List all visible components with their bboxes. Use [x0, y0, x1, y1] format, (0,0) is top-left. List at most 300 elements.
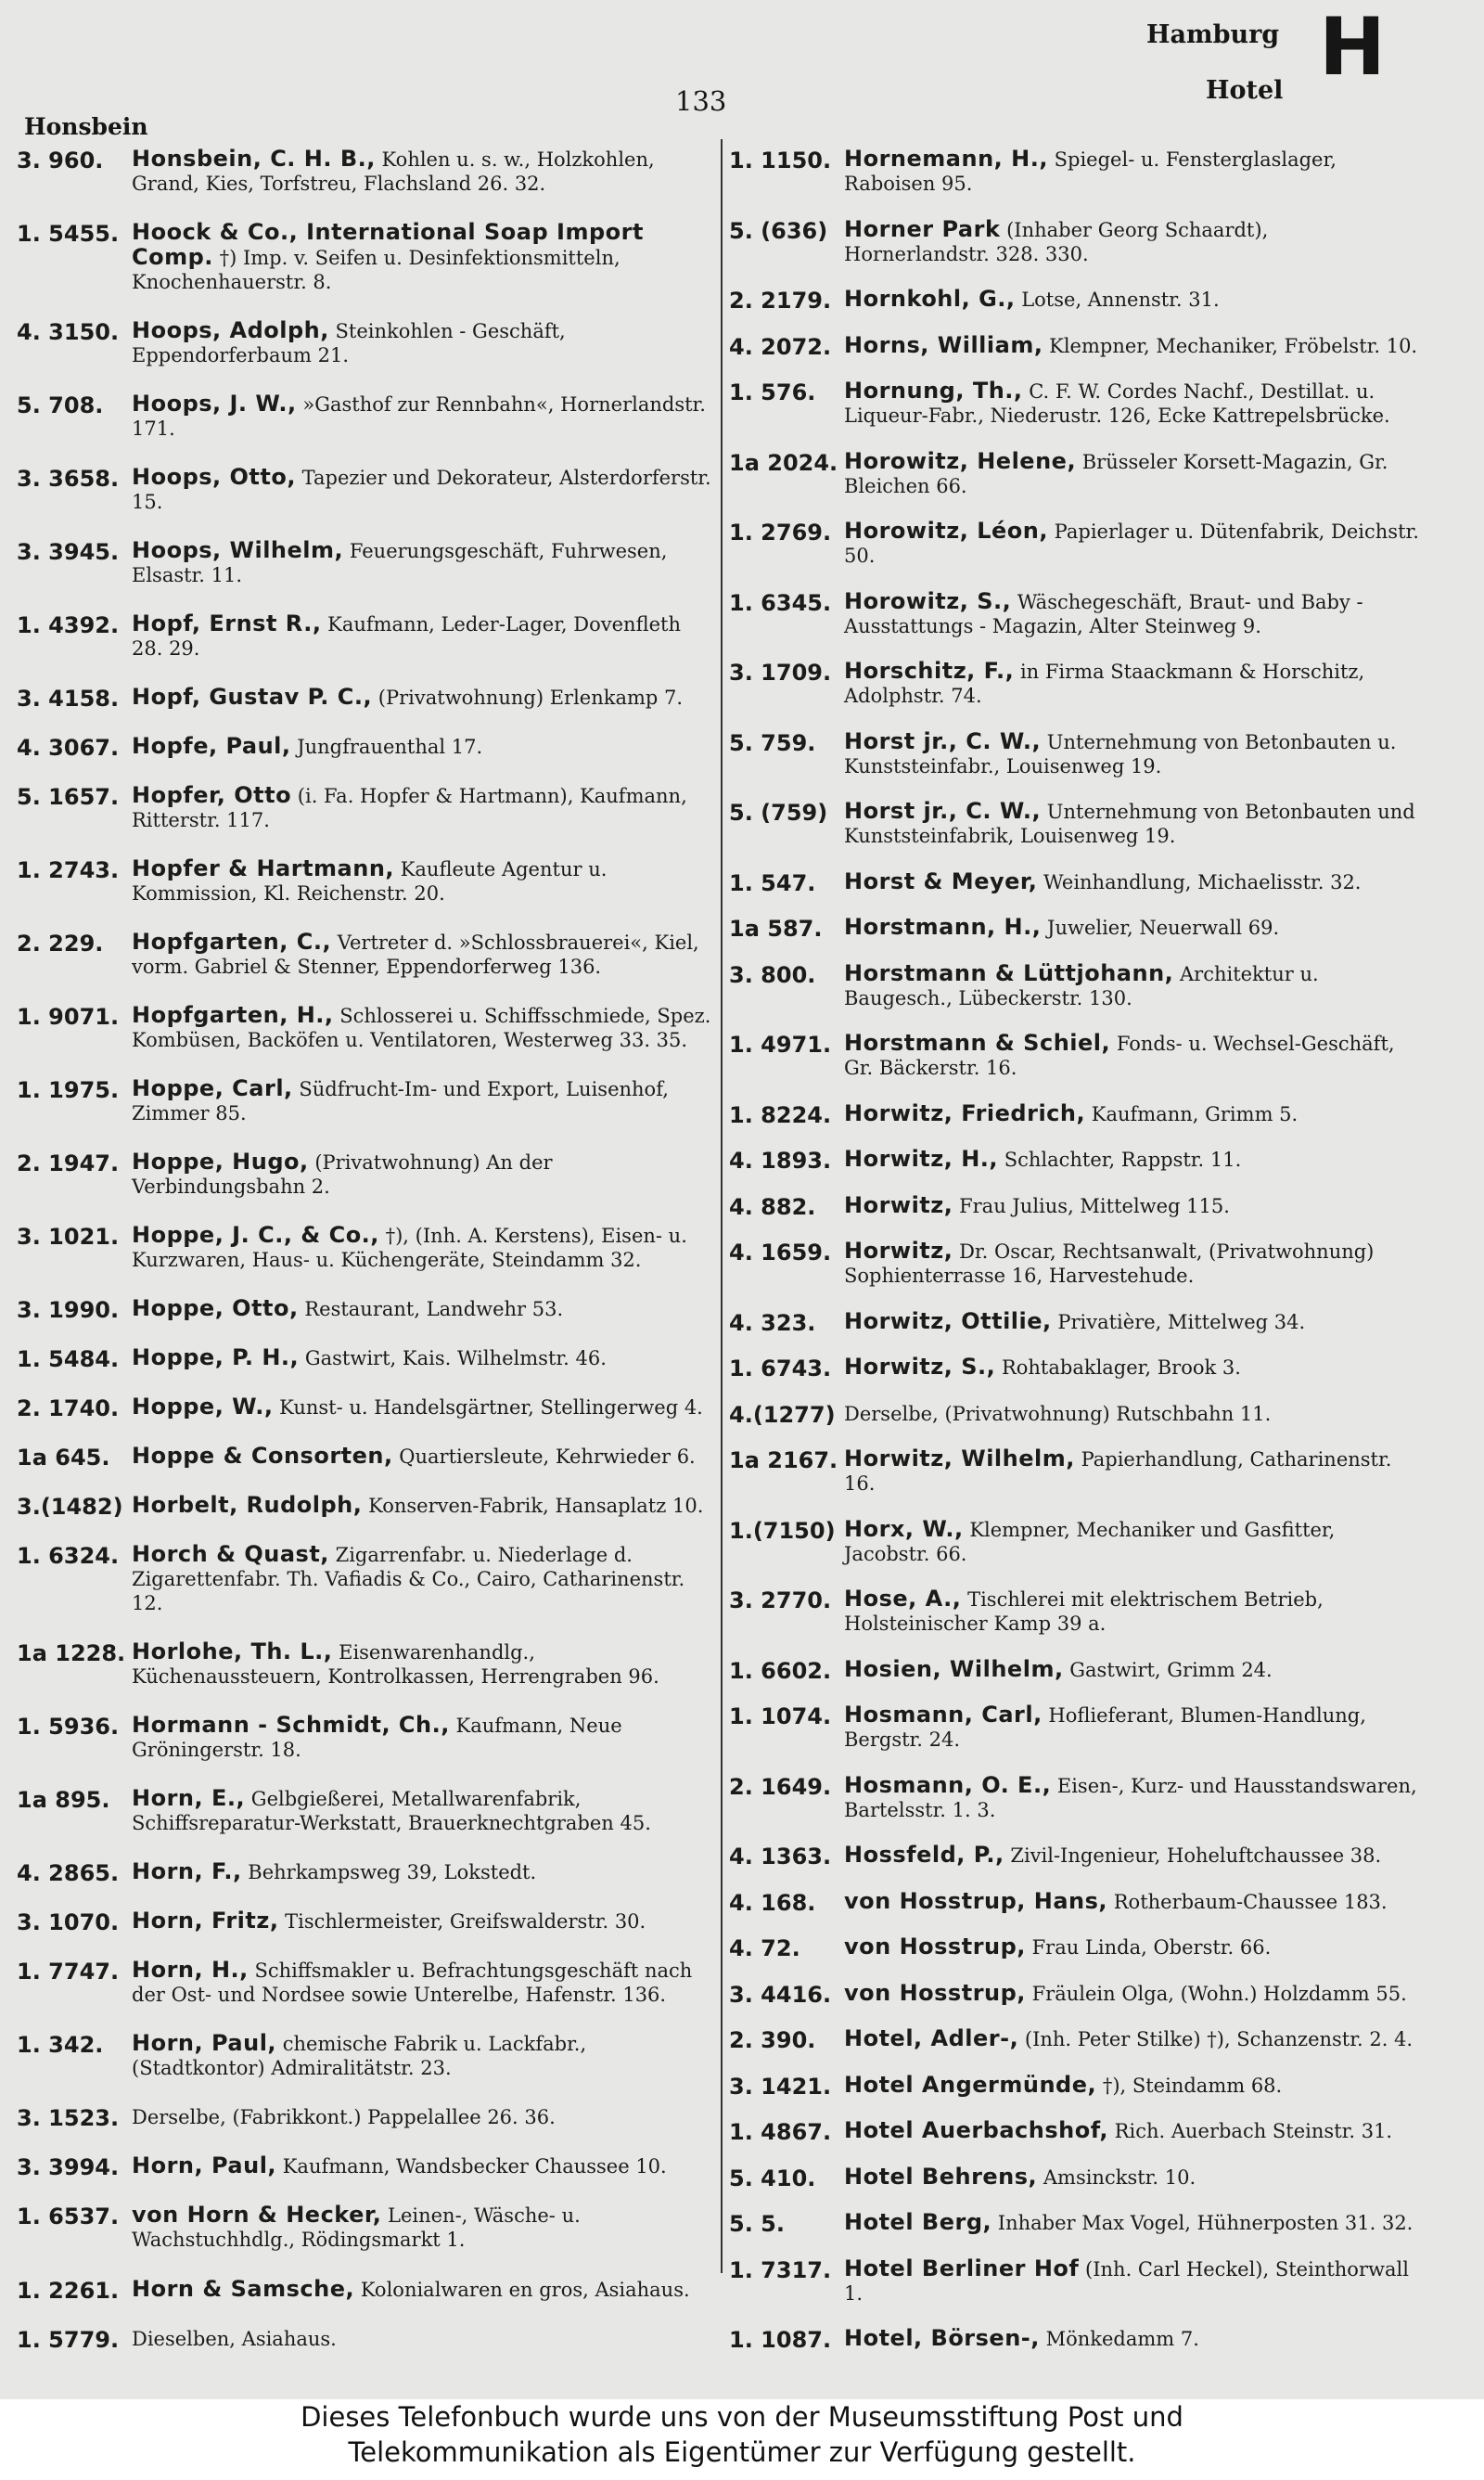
- directory-entry: [725, 1147, 1419, 1172]
- subscriber-name: Horch & Quast,: [132, 1541, 329, 1568]
- directory-entry: [725, 2118, 1419, 2143]
- subscriber-name: Hoppe, W.,: [132, 1394, 274, 1420]
- entry-details: Wäschegeschäft, Braut- und Baby - Ausstattungs - Magazin, Alter Steinweg 9.: [844, 590, 1363, 637]
- subscriber-name: Horner Park: [844, 215, 1001, 242]
- directory-entry: [725, 2026, 1419, 2051]
- phone-number: 4. 2865.: [17, 1860, 120, 1887]
- subscriber-name: Hotel Berg,: [844, 2209, 992, 2235]
- phone-number: 5. (636): [729, 217, 828, 244]
- entry-details: Architektur u. Baugesch., Lübeckerstr. 130.: [844, 962, 1319, 1009]
- subscriber-name: Horn & Samsche,: [132, 2275, 355, 2302]
- subscriber-name: Hotel Berliner Hof: [844, 2255, 1080, 2281]
- directory-entry: [13, 856, 716, 906]
- entry-details: Gastwirt, Grimm 24.: [1069, 1658, 1273, 1681]
- subscriber-name: Horwitz, Ottilie,: [844, 1307, 1052, 1334]
- footer-notice: [0, 2399, 1484, 2480]
- directory-entry: [13, 1444, 716, 1469]
- directory-entry: [13, 1858, 716, 1887]
- directory-entry: [725, 1657, 1419, 1682]
- phone-number: 3. 1523.: [17, 2105, 120, 2132]
- right-column: [725, 147, 1419, 2351]
- phone-number: 2. 2179.: [729, 288, 832, 314]
- entry-details: †) Imp. v. Seifen u. Desinfektionsmitteln, Knochenhauerstr. 8.: [132, 247, 620, 294]
- phone-number: 3. 960.: [17, 148, 104, 173]
- entry-details: Kaufmann, Grimm 5.: [1091, 1102, 1298, 1125]
- directory-entry: [13, 1542, 716, 1615]
- entry-details: Derselbe, (Privatwohnung) Rutschbahn 11.: [844, 1402, 1272, 1425]
- subscriber-name: Horowitz, Léon,: [844, 518, 1048, 544]
- entry-details: Kolonialwaren en gros, Asiahaus.: [360, 2278, 690, 2301]
- subscriber-name: Honsbein, C. H. B.,: [132, 146, 376, 172]
- subscriber-name: Hopf, Ernst R.,: [132, 610, 322, 637]
- directory-entry: [725, 729, 1419, 778]
- phone-number: 5. 759.: [729, 729, 816, 756]
- entry-details: (Inh. Carl Heckel), Steinthorwall 1.: [844, 2257, 1409, 2305]
- subscriber-name: Horwitz,: [844, 1238, 953, 1264]
- phone-number: 4. 1893.: [729, 1148, 832, 1174]
- subscriber-name: Horst jr., C. W.,: [844, 727, 1042, 754]
- entry-details: (Privatwohnung) Erlenkamp 7.: [377, 687, 684, 710]
- directory-entry: [725, 2073, 1419, 2098]
- phone-number: 1a 2167.: [729, 1447, 838, 1473]
- directory-entry: [13, 1394, 716, 1420]
- directory-entry: [725, 2165, 1419, 2190]
- phone-number: 1a 587.: [729, 916, 823, 942]
- subscriber-name: Hoops, Otto,: [132, 464, 296, 491]
- subscriber-name: Horstmann, H.,: [844, 914, 1042, 940]
- subscriber-name: Hotel, Adler-,: [844, 2025, 1019, 2051]
- phone-number: 1. 8224.: [729, 1101, 832, 1128]
- directory-entry: [13, 2152, 716, 2181]
- entry-details: Schiffsmakler u. Befrachtungsgeschäft nach der Ost- und Nordsee sowie Unterelbe, Hafenstr. 136.: [132, 1960, 693, 2007]
- directory-entry: [725, 333, 1419, 358]
- phone-number: 4.(1277): [729, 1401, 836, 1428]
- phone-number: 1. 5936.: [17, 1714, 120, 1741]
- phone-number: 1. 5455.: [17, 221, 120, 248]
- phone-number: 1. 7747.: [17, 1959, 120, 1985]
- subscriber-name: Horstmann & Schiel,: [844, 1030, 1111, 1056]
- header-category: Hotel: [1206, 76, 1284, 105]
- directory-entry: [725, 1703, 1419, 1752]
- directory-entry: [13, 2326, 716, 2351]
- entry-details: Gastwirt, Kais. Wilhelmstr. 46.: [304, 1347, 607, 1370]
- entry-details: C. F. W. Cordes Nachf., Destillat. u. Liqueur-Fabr., Niederustr. 126, Ecke Kattrepelsbrücke.: [844, 380, 1390, 427]
- running-head: Honsbein: [24, 113, 148, 140]
- directory-entry: [725, 1773, 1419, 1822]
- phone-number: 1a 895.: [17, 1787, 110, 1814]
- entry-details: Spiegel- u. Fensterglaslager, Raboisen 95.: [844, 148, 1337, 195]
- subscriber-name: Hosmann, O. E.,: [844, 1771, 1052, 1798]
- directory-entry: [725, 1981, 1419, 2006]
- directory-entry: [725, 519, 1419, 568]
- subscriber-name: Horn, E.,: [132, 1785, 246, 1812]
- entry-details: †), Steindamm 68.: [1102, 2074, 1283, 2097]
- entry-details: Schlachter, Rappstr. 11.: [1004, 1149, 1242, 1171]
- subscriber-name: von Hosstrup,: [844, 1934, 1026, 1960]
- phone-number: 1. 5484.: [17, 1346, 120, 1373]
- subscriber-name: Horowitz, Helene,: [844, 447, 1077, 474]
- entry-details: (Privatwohnung) An der Verbindungsbahn 2.: [132, 1151, 553, 1199]
- subscriber-name: Horn, H.,: [132, 1957, 249, 1984]
- phone-number: 2. 1649.: [729, 1773, 832, 1800]
- directory-entry: [13, 1223, 716, 1272]
- subscriber-name: Hopf, Gustav P. C.,: [132, 684, 373, 711]
- directory-entry: [725, 1239, 1419, 1288]
- directory-entry: [13, 930, 716, 979]
- directory-entry: [13, 220, 716, 294]
- directory-entry: [13, 1003, 716, 1052]
- entry-details: Amsinckstr. 10.: [1043, 2165, 1196, 2189]
- phone-number: 1. 6743.: [729, 1356, 832, 1381]
- subscriber-name: Hopfer & Hartmann,: [132, 855, 395, 882]
- phone-number: 3. 1021.: [17, 1224, 120, 1251]
- page-number: 133: [675, 85, 727, 117]
- entry-details: Zigarrenfabr. u. Niederlage d. Zigarettenfabr. Th. Vafiadis & Co., Cairo, Catharinenstr. 12.: [132, 1544, 685, 1615]
- subscriber-name: Hossfeld, P.,: [844, 1842, 1004, 1868]
- entry-details: Klempner, Mechaniker, Fröbelstr. 10.: [1049, 334, 1418, 357]
- directory-entry: [13, 465, 716, 514]
- phone-number: 2. 1740.: [17, 1395, 120, 1422]
- phone-number: 3.(1482): [17, 1494, 123, 1521]
- entry-details: Privatière, Mittelweg 34.: [1057, 1310, 1306, 1333]
- entry-details: »Gasthof zur Rennbahn«, Hornerlandstr. 171.: [132, 393, 706, 441]
- entry-details: Inhaber Max Vogel, Hühnerposten 31. 32.: [997, 2212, 1414, 2234]
- directory-entry: [13, 684, 716, 713]
- subscriber-name: Horwitz, Wilhelm,: [844, 1446, 1075, 1471]
- entry-details: Kaufmann, Neue Gröningerstr. 18.: [132, 1715, 622, 1762]
- directory-entry: [725, 869, 1419, 894]
- entry-details: Zivil-Ingenieur, Hoheluftchaussee 38.: [1010, 1844, 1382, 1867]
- entry-details: Kunst- u. Handelsgärtner, Stellingerweg 4.: [279, 1396, 703, 1420]
- phone-number: 1. 2743.: [17, 857, 120, 884]
- directory-entry: [725, 1309, 1419, 1334]
- entry-details: Weinhandlung, Michaelisstr. 32.: [1043, 870, 1362, 893]
- entry-details: Mönkedamm 7.: [1045, 2328, 1199, 2350]
- entry-details: (i. Fa. Hopfer & Hartmann), Kaufmann, Ritterstr. 117.: [132, 785, 687, 832]
- entry-details: Papierlager u. Dütenfabrik, Deichstr. 50.: [844, 520, 1419, 567]
- subscriber-name: Hoock & Co., International Soap Import Comp.: [132, 219, 644, 271]
- directory-entry: [725, 449, 1419, 498]
- directory-entry: [725, 1101, 1419, 1126]
- directory-entry: [13, 392, 716, 441]
- phone-number: 5. 1657.: [17, 784, 120, 811]
- entry-details: Kaufleute Agentur u. Kommission, Kl. Reichenstr. 20.: [132, 858, 608, 906]
- phone-number: 1. 547.: [729, 869, 816, 896]
- entry-details: Südfrucht-Im- und Export, Luisenhof, Zimmer 85.: [132, 1078, 669, 1125]
- directory-entry: [725, 379, 1419, 428]
- entry-details: in Firma Staackmann & Horschitz, Adolphstr. 74.: [844, 661, 1365, 707]
- column-divider: [721, 139, 723, 2273]
- entry-details: Frau Julius, Mittelweg 115.: [959, 1194, 1230, 1217]
- directory-entry: [13, 1713, 716, 1762]
- phone-number: 1. 2769.: [729, 520, 832, 546]
- directory-entry: [13, 1344, 716, 1373]
- subscriber-name: Hoops, Adolph,: [132, 317, 329, 344]
- entry-details: Derselbe, (Fabrikkont.) Pappelallee 26. 36.: [132, 2106, 556, 2129]
- phone-number: 3. 4158.: [17, 686, 120, 713]
- entry-details: Tischlerei mit elektrischem Betrieb, Holsteinischer Kamp 39 a.: [844, 1588, 1324, 1635]
- directory-entry: [13, 1150, 716, 1199]
- entry-details: Kohlen u. s. w., Holzkohlen, Grand, Kies, Torfstreu, Flachsland 26. 32.: [132, 148, 655, 195]
- subscriber-name: Hotel Angermünde,: [844, 2071, 1097, 2098]
- directory-entry: [725, 217, 1419, 266]
- subscriber-name: Horst jr., C. W.,: [844, 798, 1042, 824]
- subscriber-name: Hotel, Börsen-,: [844, 2325, 1040, 2351]
- entry-details: Tapezier und Dekorateur, Alsterdorferstr. 15.: [132, 467, 711, 514]
- subscriber-name: Hoppe, Otto,: [132, 1295, 299, 1322]
- phone-number: 5. 708.: [17, 392, 104, 419]
- phone-number: 1. 1074.: [729, 1703, 832, 1729]
- phone-number: 3. 3994.: [17, 2154, 120, 2181]
- phone-number: 1. 2261.: [17, 2277, 120, 2304]
- subscriber-name: Hormann - Schmidt, Ch.,: [132, 1712, 450, 1739]
- subscriber-name: Horwitz, Friedrich,: [844, 1099, 1086, 1126]
- phone-number: 3. 800.: [729, 961, 816, 988]
- subscriber-name: Horwitz, S.,: [844, 1354, 996, 1380]
- header-city: Hamburg: [1146, 20, 1280, 49]
- directory-entry: [725, 1355, 1419, 1380]
- entry-details: (Inh. Peter Stilke) †), Schanzenstr. 2. 4.: [1024, 2028, 1414, 2050]
- subscriber-name: Horschitz, F.,: [844, 658, 1015, 684]
- subscriber-name: Horst & Meyer,: [844, 867, 1038, 894]
- phone-number: 3. 1709.: [729, 660, 832, 686]
- subscriber-name: Horstmann & Lüttjohann,: [844, 959, 1174, 986]
- entry-details: Behrkampsweg 39, Lokstedt.: [248, 1861, 537, 1884]
- directory-entry: [725, 1517, 1419, 1566]
- phone-number: 1. 6324.: [17, 1543, 120, 1570]
- directory-entry: [725, 1401, 1419, 1426]
- subscriber-name: Hornemann, H.,: [844, 146, 1048, 172]
- phone-number: 2. 390.: [729, 2027, 816, 2053]
- entry-details: Restaurant, Landwehr 53.: [304, 1298, 564, 1321]
- entry-details: Tischlermeister, Greifswalderstr. 30.: [285, 1910, 646, 1934]
- entry-details: Frau Linda, Oberstr. 66.: [1031, 1936, 1272, 1959]
- entry-details: †), (Inh. A. Kerstens), Eisen- u. Kurzwaren, Haus- u. Küchengeräte, Steindamm 32.: [132, 1225, 687, 1272]
- phone-number: 4. 2072.: [729, 333, 832, 360]
- phone-number: 1. 1975.: [17, 1077, 120, 1104]
- entry-details: Steinkohlen - Geschäft, Eppendorferbaum 21.: [132, 320, 566, 367]
- phone-number: 4. 3067.: [17, 735, 120, 762]
- subscriber-name: Hose, A.,: [844, 1586, 962, 1612]
- phone-number: 4. 1363.: [729, 1844, 832, 1870]
- subscriber-name: Hoops, Wilhelm,: [132, 537, 344, 564]
- phone-number: 3. 3658.: [17, 466, 120, 493]
- directory-entry: [725, 799, 1419, 848]
- phone-number: 1. 342.: [17, 2032, 104, 2059]
- entry-details: Unternehmung von Betonbauten und Kunststeinfabrik, Louisenweg 19.: [844, 801, 1415, 847]
- entry-details: Eisenwarenhandlg., Küchenaussteuern, Kontrolkassen, Herrengraben 96.: [132, 1641, 659, 1689]
- phone-number: 3. 4416.: [729, 1981, 832, 2008]
- directory-entry: [13, 147, 716, 196]
- phone-number: 4. 72.: [729, 1935, 800, 1961]
- entry-details: Rich. Auerbach Steinstr. 31.: [1114, 2120, 1393, 2142]
- subscriber-name: Horx, W.,: [844, 1515, 964, 1542]
- phone-number: 4. 882.: [729, 1193, 816, 1220]
- subscriber-name: von Horn & Hecker,: [132, 2202, 382, 2229]
- entry-details: Gelbgießerei, Metallwarenfabrik, Schiffsreparatur-Werkstatt, Brauerknechtgraben 45.: [132, 1788, 651, 1835]
- phone-number: 1. 5779.: [17, 2326, 120, 2353]
- subscriber-name: Hornkohl, G.,: [844, 286, 1016, 312]
- entry-details: Fräulein Olga, (Wohn.) Holzdamm 55.: [1031, 1982, 1407, 2005]
- entry-details: chemische Fabrik u. Lackfabr., (Stadtkontor) Admiralitätstr. 23.: [132, 2033, 587, 2080]
- directory-entry: [13, 1958, 716, 2007]
- phone-number: 4. 3150.: [17, 319, 120, 346]
- phone-number: 2. 229.: [17, 931, 104, 957]
- directory-entry: [13, 538, 716, 587]
- phone-number: 5. 410.: [729, 2165, 816, 2191]
- phone-number: 1. 1150.: [729, 148, 832, 173]
- phone-number: 1. 7317.: [729, 2256, 832, 2283]
- entry-details: Quartiersleute, Kehrwieder 6.: [399, 1446, 696, 1469]
- directory-entry: [725, 589, 1419, 638]
- section-letter: H: [1319, 1, 1386, 94]
- phone-number: 1. 6345.: [729, 589, 832, 616]
- directory-entry: [13, 2031, 716, 2080]
- subscriber-name: Horwitz,: [844, 1191, 953, 1218]
- directory-entry: [13, 1786, 716, 1835]
- subscriber-name: von Hosstrup, Hans,: [844, 1887, 1108, 1914]
- subscriber-name: Horns, William,: [844, 331, 1043, 358]
- phone-number: 4. 168.: [729, 1889, 816, 1916]
- entry-details: Eisen-, Kurz- und Hausstandswaren, Bartelsstr. 1. 3.: [844, 1774, 1417, 1821]
- directory-entry: [725, 1031, 1419, 1080]
- phone-number: 1.(7150): [729, 1517, 836, 1544]
- entry-details: Jungfrauenthal 17.: [297, 736, 483, 759]
- phone-number: 2. 1947.: [17, 1150, 120, 1177]
- left-column: [13, 147, 716, 2351]
- directory-entry: [725, 2210, 1419, 2235]
- subscriber-name: Hoops, J. W.,: [132, 391, 297, 418]
- entry-details: Rohtabaklager, Brook 3.: [1001, 1356, 1241, 1379]
- subscriber-name: Hopfe, Paul,: [132, 733, 291, 760]
- entry-details: Unternehmung von Betonbauten u. Kunststeinfabr., Louisenweg 19.: [844, 730, 1397, 777]
- entry-details: Brüsseler Korsett-Magazin, Gr. Bleichen 66.: [844, 450, 1388, 497]
- directory-entry: [725, 1446, 1419, 1496]
- entry-details: Leinen-, Wäsche- u. Wachstuchhdlg., Rödingsmarkt 1.: [132, 2204, 581, 2252]
- directory-entry: [725, 915, 1419, 940]
- directory-entry: [13, 611, 716, 661]
- entry-details: Rotherbaum-Chaussee 183.: [1113, 1890, 1388, 1913]
- phone-number: 3. 1421.: [729, 2073, 832, 2100]
- phone-number: 3. 1070.: [17, 1909, 120, 1936]
- directory-entry: [725, 659, 1419, 708]
- phone-number: 1a 2024.: [729, 449, 838, 476]
- entry-details: Kaufmann, Leder-Lager, Dovenfleth 28. 29.: [132, 613, 681, 661]
- directory-entry: [13, 1295, 716, 1324]
- phone-number: 3. 3945.: [17, 539, 120, 566]
- directory-entry: [725, 1193, 1419, 1218]
- entry-details: Juwelier, Neuerwall 69.: [1047, 917, 1280, 939]
- directory-entry: [13, 1908, 716, 1934]
- directory-entry: [725, 147, 1419, 196]
- subscriber-name: Hoppe & Consorten,: [132, 1443, 393, 1470]
- entry-details: Vertreter d. »Schlossbrauerei«, Kiel, vorm. Gabriel & Stenner, Eppendorferweg 136.: [132, 932, 699, 979]
- directory-entry: [725, 2256, 1419, 2306]
- directory-entry: [13, 783, 716, 832]
- subscriber-name: Horowitz, S.,: [844, 587, 1012, 614]
- phone-number: 1. 9071.: [17, 1004, 120, 1031]
- directory-entry: [13, 2203, 716, 2252]
- subscriber-name: Hoppe, P. H.,: [132, 1344, 300, 1371]
- subscriber-name: Horn, Fritz,: [132, 1908, 279, 1934]
- entry-details: Konserven-Fabrik, Hansaplatz 10.: [368, 1495, 704, 1518]
- subscriber-name: Horn, Paul,: [132, 2030, 277, 2057]
- subscriber-name: Hotel Auerbachshof,: [844, 2117, 1108, 2143]
- directory-entry: [13, 318, 716, 367]
- directory-entry: [725, 1934, 1419, 1960]
- directory-entry: [13, 733, 716, 762]
- phone-number: 1a 645.: [17, 1445, 110, 1471]
- directory-entry: [725, 961, 1419, 1010]
- entry-details: Fonds- u. Wechsel-Geschäft, Gr. Bäckerstr. 16.: [844, 1033, 1395, 1079]
- entry-details: (Inhaber Georg Schaardt), Hornerlandstr. 328. 330.: [844, 218, 1269, 265]
- subscriber-name: Hotel Behrens,: [844, 2163, 1038, 2190]
- entry-details: Kaufmann, Wandsbecker Chaussee 10.: [282, 2155, 667, 2178]
- phone-number: 1a 1228.: [17, 1640, 126, 1667]
- phone-number: 4. 323.: [729, 1309, 816, 1336]
- directory-entry: [725, 1587, 1419, 1636]
- subscriber-name: Hopfer, Otto: [132, 782, 292, 809]
- phone-number: 1. 4867.: [729, 2119, 832, 2145]
- phone-number: 3. 1990.: [17, 1297, 120, 1324]
- entry-details: Dieselben, Asiahaus.: [132, 2327, 337, 2350]
- entry-details: Hoflieferant, Blumen-Handlung, Bergstr. 24.: [844, 1704, 1366, 1751]
- phone-number: 5. 5.: [729, 2211, 785, 2237]
- subscriber-name: Hornung, Th.,: [844, 378, 1023, 404]
- subscriber-name: Horbelt, Rudolph,: [132, 1492, 363, 1519]
- subscriber-name: Hopfgarten, H.,: [132, 1002, 334, 1029]
- footer-line-2: Telekommunikation als Eigentümer zur Verfügung gestellt.: [348, 2436, 1136, 2468]
- subscriber-name: Hoppe, Carl,: [132, 1075, 293, 1102]
- directory-entry: [725, 1843, 1419, 1868]
- subscriber-name: Horwitz, H.,: [844, 1146, 999, 1172]
- entry-details: Feuerungsgeschäft, Fuhrwesen, Elsastr. 11.: [132, 540, 668, 587]
- subscriber-name: Horlohe, Th. L.,: [132, 1638, 333, 1665]
- subscriber-name: Horn, F.,: [132, 1858, 242, 1885]
- subscriber-name: Hoppe, J. C., & Co.,: [132, 1222, 379, 1249]
- phone-number: 1. 4971.: [729, 1032, 832, 1058]
- entry-details: Klempner, Mechaniker und Gasfitter, Jacobstr. 66.: [844, 1518, 1336, 1565]
- subscriber-name: Horn, Paul,: [132, 2152, 277, 2179]
- phone-number: 5. (759): [729, 800, 828, 826]
- subscriber-name: von Hosstrup,: [844, 1979, 1026, 2006]
- phone-number: 3. 2770.: [729, 1587, 832, 1613]
- directory-entry: [725, 2326, 1419, 2351]
- entry-details: Lotse, Annenstr. 31.: [1021, 289, 1220, 311]
- phone-number: 1. 6602.: [729, 1657, 832, 1684]
- subscriber-name: Hoppe, Hugo,: [132, 1149, 309, 1176]
- entry-details: Papierhandlung, Catharinenstr. 16.: [844, 1448, 1392, 1495]
- phone-number: 4. 1659.: [729, 1240, 832, 1266]
- phone-number: 1. 576.: [729, 379, 816, 405]
- subscriber-name: Hopfgarten, C.,: [132, 929, 332, 956]
- footer-line-1: Dieses Telefonbuch wurde uns von der Museumsstiftung Post und: [301, 2401, 1183, 2433]
- phone-number: 1. 4392.: [17, 612, 120, 639]
- directory-entry: [725, 287, 1419, 312]
- phone-number: 1. 6537.: [17, 2204, 120, 2230]
- directory-entry: [13, 1076, 716, 1125]
- directory-entry: [13, 1492, 716, 1521]
- directory-entry: [13, 2277, 716, 2302]
- subscriber-name: Hosmann, Carl,: [844, 1702, 1043, 1728]
- entry-details: Dr. Oscar, Rechtsanwalt, (Privatwohnung) Sophienterrasse 16, Harvestehude.: [844, 1240, 1375, 1287]
- directory-entry: [13, 2104, 716, 2132]
- phone-number: 1. 1087.: [729, 2327, 832, 2353]
- entry-details: Schlosserei u. Schiffsschmiede, Spez. Kombüsen, Backöfen u. Ventilatoren, Westerweg 33. 35.: [132, 1005, 711, 1052]
- subscriber-name: Hosien, Wilhelm,: [844, 1655, 1064, 1682]
- directory-entry: [725, 1889, 1419, 1914]
- directory-entry: [13, 1639, 716, 1689]
